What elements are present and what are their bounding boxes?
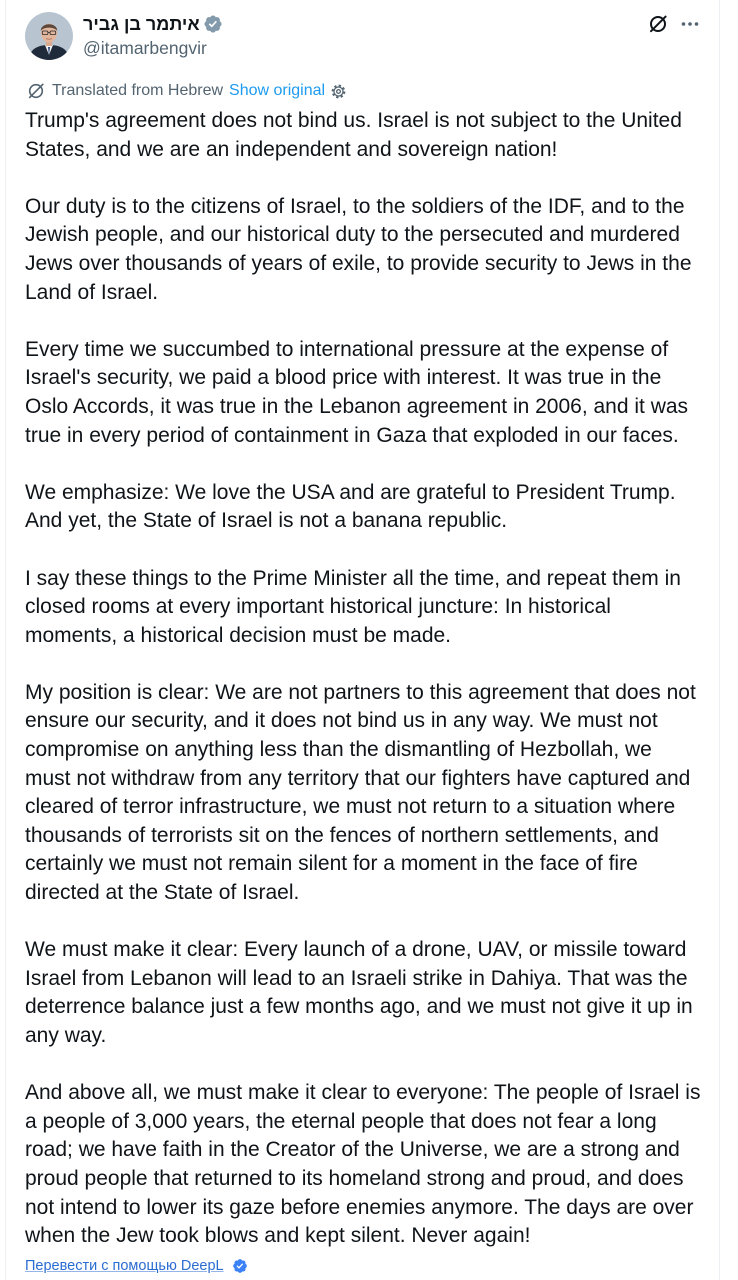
tweet-text-line: Every time we succumbed to international pressure at the expense of — [25, 337, 669, 361]
tweet-paragraph — [25, 479, 700, 536]
grok-icon[interactable] — [648, 14, 668, 34]
author-handle[interactable]: @itamarbengvir — [83, 38, 207, 58]
gear-icon[interactable] — [330, 83, 347, 100]
tweet-text-line: Our duty is to the citizens of Israel, to the soldiers of the IDF, and to the — [25, 194, 685, 218]
avatar[interactable] — [25, 12, 73, 60]
author-display-name[interactable]: איתמר בן גביר — [83, 14, 200, 34]
tweet-text-line: thousands of terrorists sit on the fences of northern settlements, and — [25, 823, 659, 847]
tweet-text-line: Jewish people, and our historical duty to the persecuted and murdered — [25, 223, 680, 247]
tweet-text-line: ensure our security, and it does not bind us in any way. We must not — [25, 709, 658, 733]
profile-photo — [25, 12, 73, 60]
tweet-text-line: a people of 3,000 years, the eternal people that does not fear a long — [25, 1109, 657, 1133]
tweet-text-line: proud people that returned to its homeland strong and proud, and does — [25, 1166, 684, 1190]
tweet-text-line: We emphasize: We love the USA and are grateful to President Trump. — [25, 480, 676, 504]
tweet-text-line: Oslo Accords, it was true in the Lebanon agreement in 2006, and it was — [25, 394, 689, 418]
tweet-text-line: true in every period of containment in Gaza that exploded in our faces. — [25, 423, 679, 447]
tweet-paragraph — [25, 565, 700, 651]
tweet-paragraph — [25, 336, 700, 450]
verified-badge-icon — [203, 14, 223, 34]
tweet-text-line: I say these things to the Prime Minister all the time, and repeat them in — [25, 566, 681, 590]
tweet-text-line: Jews over thousands of years of exile, to provide security to Jews in the — [25, 251, 692, 275]
tweet-text-line: And above all, we must make it clear to everyone: The people of Israel is — [25, 1081, 701, 1105]
tweet-text — [25, 107, 700, 1251]
tweet-text-line: We must make it clear: Every launch of a drone, UAV, or missile toward — [25, 938, 687, 962]
translation-notice-text: Translated from Hebrew — [52, 82, 224, 99]
deepl-footer — [25, 1257, 248, 1275]
tweet-text-line: when the Jew took blows and kept silent. Never again! — [25, 1224, 531, 1248]
tweet-text-line: any way. — [25, 1024, 107, 1047]
tweet-text-line: Land of Israel. — [25, 280, 159, 304]
tweet-text-line: Trump's agreement does not bind us. Israel is not subject to the United — [25, 109, 682, 132]
tweet-text-line: not intend to lower its gaze before enemies anymore. The days are over — [25, 1195, 694, 1219]
tweet-text-line: deterrence balance just a few months ago, and we must not give it up in — [25, 995, 693, 1019]
tweet-text-line: directed at the State of Israel. — [25, 881, 300, 905]
tweet-text-line: moments, a historical decision must be made. — [25, 623, 452, 647]
author-name-row[interactable] — [83, 13, 223, 35]
tweet-paragraph — [25, 679, 700, 908]
tweet-text-line: must not withdraw from any territory that our fighters have captured and — [25, 766, 691, 790]
tweet-paragraph — [25, 936, 700, 1050]
tweet-text-line: Israel's security, we paid a blood price with interest. It was true in the — [25, 366, 662, 390]
tweet-text-line: compromise on anything less than the dismantling of Hezbollah, we — [25, 738, 652, 762]
tweet-text-line: road; we have faith in the Creator of the Universe, we are a strong and — [25, 1138, 680, 1162]
tweet-paragraph — [25, 1079, 700, 1251]
tweet-text-line: cleared of terror infrastructure, we must not return to a situation where — [25, 795, 676, 819]
grok-translate-icon — [27, 82, 45, 100]
deepl-translate-link[interactable]: Перевести с помощью DeepL — [25, 1258, 224, 1274]
tweet-text-line: Israel from Lebanon will lead to an Israeli strike in Dahiya. That was the — [25, 966, 688, 990]
deepl-badge-icon — [232, 1258, 248, 1274]
tweet-text-line: My position is clear: We are not partners to this agreement that does not — [25, 680, 696, 704]
tweet-text-line: certainly we must not remain silent for a moment in the face of fire — [25, 852, 638, 876]
more-icon[interactable] — [680, 14, 700, 34]
show-original-link[interactable]: Show original — [229, 82, 326, 99]
tweet-text-line: States, and we are an independent and sovereign nation! — [25, 137, 558, 161]
translation-notice — [27, 81, 347, 101]
tweet-paragraph — [25, 107, 700, 164]
tweet-text-line: closed rooms at every important historical juncture: In historical — [25, 595, 611, 619]
tweet-text-line: And yet, the State of Israel is not a banana republic. — [25, 509, 508, 533]
tweet-paragraph — [25, 193, 700, 307]
